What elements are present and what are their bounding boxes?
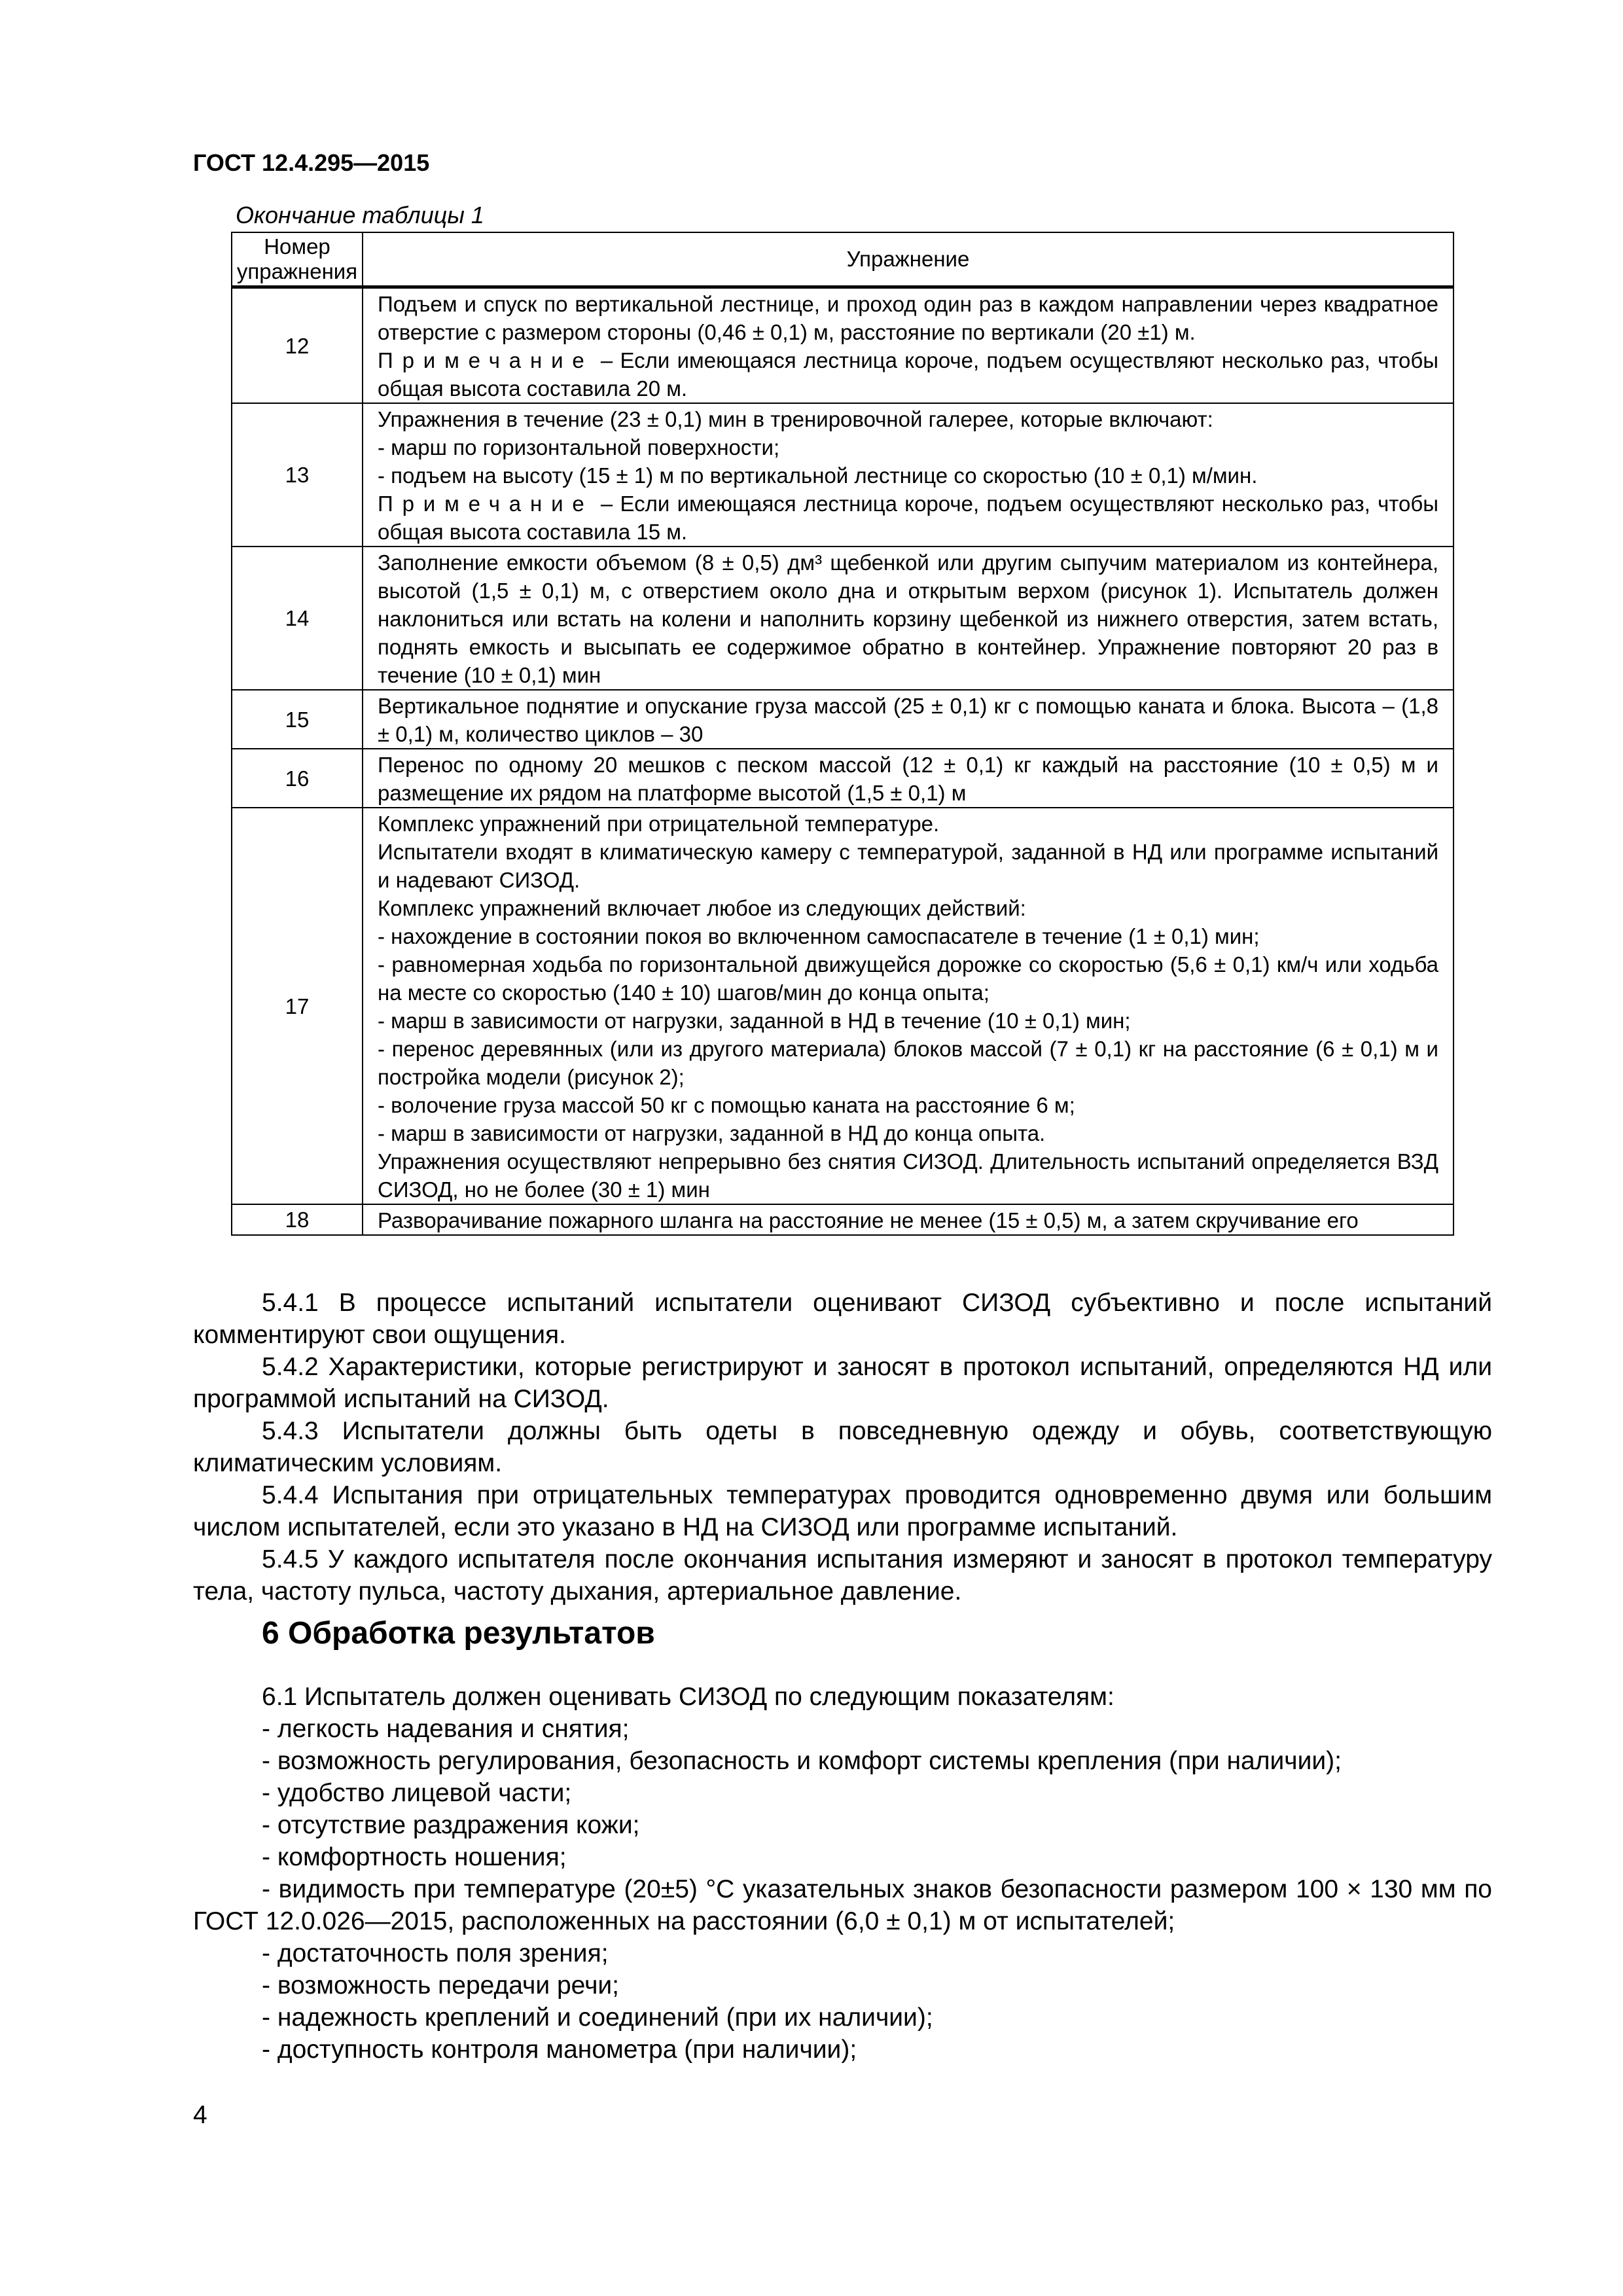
exercise-number: 16 (232, 749, 363, 808)
exercise-line: Заполнение емкости объемом (8 ± 0,5) дм³ щебенкой или другим сыпучим материалом из контейнера, высотой (1,5 ± 0,1) м, с отверстием около дна и открытым верхом (рисунок 1). Испытатель должен наклониться или встать на колени и наполнить корзину щебенкой из нижнего отверстия, затем встать, поднять емкость и высыпать ее содержимое обратно в контейнер. Упражнение повторяют 20 раз в течение (10 ± 0,1) мин (378, 550, 1438, 687)
section-title: 6 Обработка результатов (262, 1616, 655, 1651)
table-row (232, 547, 1454, 690)
indicator-list (193, 1681, 1492, 2066)
list-item: - возможность регулирования, безопасность и комфорт системы крепления (при наличии); (262, 1747, 1342, 1775)
exercises-table (231, 232, 1454, 1236)
column-header-number: Номер упражнения (232, 232, 363, 287)
exercise-line: - равномерная ходьба по горизонтальной движущейся дорожке со скоростью (5,6 ± 0,1) км/ч или ходьба на месте со скоростью (140 ± 10) шагов/мин до конца опыта; (378, 952, 1438, 1005)
exercise-line: Перенос по одному 20 мешков с песком массой (12 ± 0,1) кг каждый на расстояние (10 ± 0,5) м и размещение их рядом на платформе высотой (1,5 ± 0,1) м (378, 753, 1438, 805)
exercise-line: - марш в зависимости от нагрузки, заданной в НД до конца опыта. (378, 1121, 1046, 1145)
column-header-exercise: Упражнение (363, 232, 1454, 287)
exercise-description (363, 403, 1454, 547)
exercise-line: Подъем и спуск по вертикальной лестнице, и проход один раз в каждом направлении через квадратное отверстие с размером стороны (0,46 ± 0,1) м, расстояние по вертикали (20 ±1) м. (378, 292, 1438, 344)
paragraph: 5.4.4 Испытания при отрицательных температурах проводится одновременно двумя или большим числом испытателей, если это указано в НД на СИЗОД или программе испытаний. (193, 1481, 1492, 1541)
list-item: - возможность передачи речи; (262, 1971, 620, 2000)
paragraph: 5.4.2 Характеристики, которые регистрируют и заносят в протокол испытаний, определяются НД или программой испытаний на СИЗОД. (193, 1353, 1492, 1413)
table-header-row (232, 232, 1454, 287)
exercise-line: - марш в зависимости от нагрузки, заданной в НД в течение (10 ± 0,1) мин; (378, 1009, 1131, 1033)
exercise-description (363, 547, 1454, 690)
list-item: - легкость надевания и снятия; (262, 1715, 630, 1743)
exercise-description (363, 749, 1454, 808)
exercise-number: 12 (232, 287, 363, 404)
table-row (232, 690, 1454, 749)
table-row (232, 808, 1454, 1204)
exercise-line: - волочение груза массой 50 кг с помощью каната на расстояние 6 м; (378, 1093, 1075, 1117)
section-intro: 6.1 Испытатель должен оценивать СИЗОД по следующим показателям: (262, 1683, 1115, 1711)
list-item: - видимость при температуре (20±5) °С указательных знаков безопасности размером 100 × 130 мм по ГОСТ 12.0.026—2015, расположенных на расстоянии (6,0 ± 0,1) м от испытателей; (193, 1875, 1492, 1935)
paragraphs-5-4 (193, 1287, 1492, 1607)
exercise-description (363, 1204, 1454, 1235)
exercise-number: 18 (232, 1204, 363, 1235)
exercise-line: Упражнения в течение (23 ± 0,1) мин в тренировочной галерее, которые включают: (378, 407, 1213, 431)
exercise-line: Испытатели входят в климатическую камеру с температурой, заданной в НД или программе испытаний и надевают СИЗОД. (378, 840, 1438, 892)
exercise-line: Примечание – Если имеющаяся лестница короче, подъем осуществляют несколько раз, чтобы общая высота составила 20 м. (378, 348, 1438, 401)
list-item: - доступность контроля манометра (при наличии); (262, 2036, 857, 2064)
exercise-line: - нахождение в состоянии покоя во включенном самоспасателе в течение (1 ± 0,1) мин; (378, 924, 1260, 948)
paragraph: 5.4.5 У каждого испытателя после окончания испытания измеряют и заносят в протокол температуру тела, частоту пульса, частоту дыхания, артериальное давление. (193, 1545, 1492, 1605)
exercise-number: 15 (232, 690, 363, 749)
list-item: - отсутствие раздражения кожи; (262, 1811, 640, 1839)
exercise-description (363, 690, 1454, 749)
exercise-line: Разворачивание пожарного шланга на расстояние не менее (15 ± 0,5) м, а затем скручивание его (378, 1208, 1359, 1232)
table-caption: Окончание таблицы 1 (236, 202, 484, 228)
exercise-line: - подъем на высоту (15 ± 1) м по вертикальной лестнице со скоростью (10 ± 0,1) м/мин. (378, 463, 1258, 488)
table-row (232, 749, 1454, 808)
page-number: 4 (193, 2101, 207, 2129)
exercise-line: Упражнения осуществляют непрерывно без снятия СИЗОД. Длительность испытаний определяется ВЗД СИЗОД, но не более (30 ± 1) мин (378, 1149, 1438, 1202)
exercise-line: Комплекс упражнений при отрицательной температуре. (378, 812, 940, 836)
exercise-number: 13 (232, 403, 363, 547)
document-header: ГОСТ 12.4.295—2015 (193, 149, 430, 176)
list-item: - надежность креплений и соединений (при их наличии); (262, 2003, 933, 2032)
table-row (232, 287, 1454, 404)
exercise-description (363, 287, 1454, 404)
table-body (232, 287, 1454, 1236)
table-row (232, 1204, 1454, 1235)
exercise-line: Комплекс упражнений включает любое из следующих действий: (378, 896, 1026, 920)
list-item: - комфортность ношения; (262, 1843, 567, 1871)
paragraph: 5.4.3 Испытатели должны быть одеты в повседневную одежду и обувь, соответствующую климатическим условиям. (193, 1417, 1492, 1477)
exercise-number: 17 (232, 808, 363, 1204)
list-item: - удобство лицевой части; (262, 1779, 572, 1807)
paragraph: 5.4.1 В процессе испытаний испытатели оценивают СИЗОД субъективно и после испытаний комментируют свои ощущения. (193, 1289, 1492, 1349)
exercise-line: - перенос деревянных (или из другого материала) блоков массой (7 ± 0,1) кг на расстояние (6 ± 0,1) м и постройка модели (рисунок 2); (378, 1037, 1438, 1089)
exercise-line: Примечание – Если имеющаяся лестница короче, подъем осуществляют несколько раз, чтобы общая высота составила 15 м. (378, 492, 1438, 544)
exercise-line: - марш по горизонтальной поверхности; (378, 435, 780, 459)
exercise-description (363, 808, 1454, 1204)
table-row (232, 403, 1454, 547)
exercise-number: 14 (232, 547, 363, 690)
exercise-line: Вертикальное поднятие и опускание груза массой (25 ± 0,1) кг с помощью каната и блока. Высота – (1,8 ± 0,1) м, количество циклов – 30 (378, 694, 1438, 746)
list-item: - достаточность поля зрения; (262, 1939, 609, 1967)
